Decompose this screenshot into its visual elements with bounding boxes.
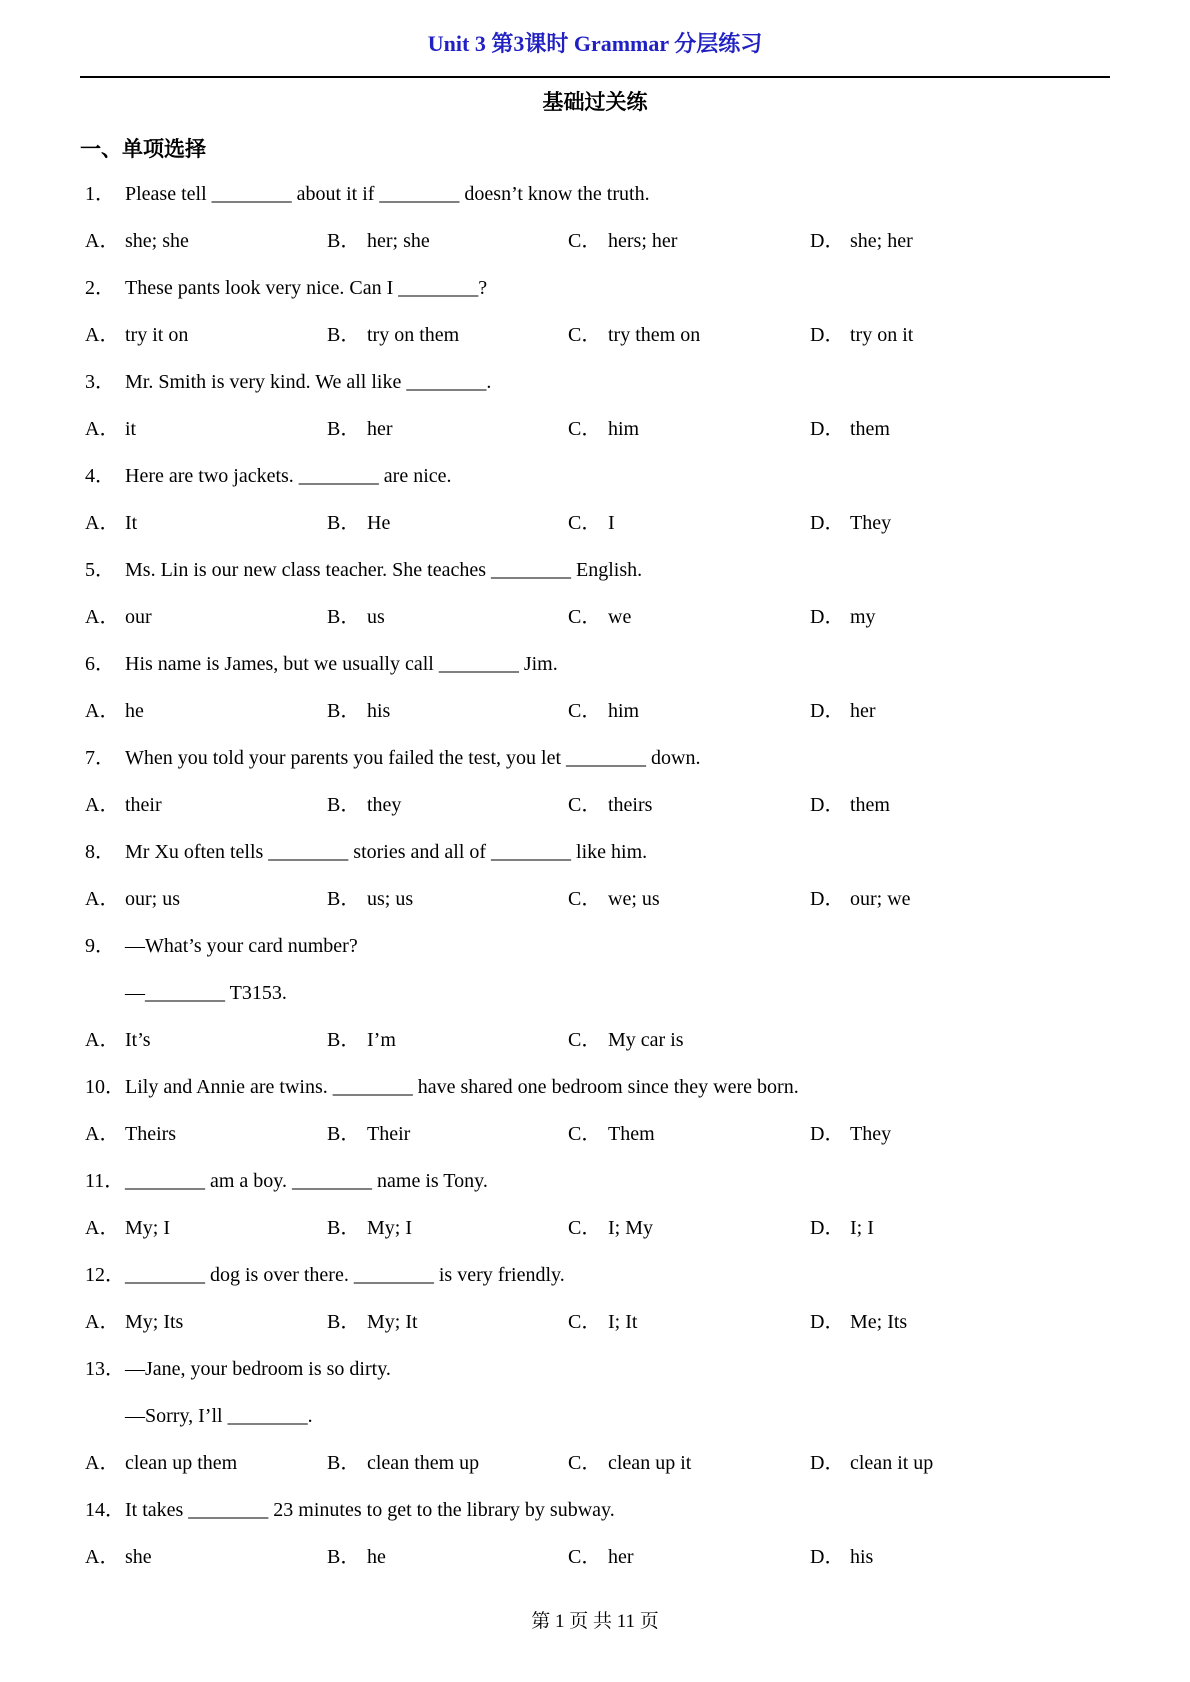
- question-stem-text: These pants look very nice. Can I ________?: [125, 277, 488, 299]
- option-label: D．: [810, 1546, 845, 1568]
- option-label: A．: [85, 1546, 120, 1568]
- option-text: Their: [367, 1123, 411, 1145]
- option-label: B．: [327, 700, 361, 722]
- option-b: [327, 312, 568, 359]
- question-number: 6．: [85, 653, 115, 675]
- option-text: I: [608, 512, 615, 534]
- options-row: [85, 1205, 1170, 1252]
- options-row: [85, 594, 1170, 641]
- option-a: [85, 1440, 327, 1487]
- option-d: [810, 312, 1170, 359]
- question-stem-line-2: [85, 1393, 1170, 1440]
- question-6: [85, 641, 1170, 735]
- options-row: [85, 1299, 1170, 1346]
- option-label: B．: [327, 324, 361, 346]
- option-text: It’s: [125, 1029, 151, 1051]
- option-text: clean them up: [367, 1452, 480, 1474]
- option-text: clean it up: [850, 1452, 934, 1474]
- option-label: A．: [85, 324, 120, 346]
- options-row: [85, 876, 1170, 923]
- question-stem: [85, 265, 1170, 312]
- option-label: D．: [810, 1452, 845, 1474]
- question-7: [85, 735, 1170, 829]
- option-label: D．: [810, 888, 845, 910]
- option-text: I; My: [608, 1217, 653, 1239]
- option-c: [568, 1299, 810, 1346]
- option-a: [85, 594, 327, 641]
- option-text: him: [608, 700, 640, 722]
- option-d: [810, 1299, 1170, 1346]
- option-a: [85, 1111, 327, 1158]
- option-text: it: [125, 418, 137, 440]
- options-row: [85, 688, 1170, 735]
- question-number: 2．: [85, 277, 115, 299]
- option-label: C．: [568, 1452, 602, 1474]
- option-label: A．: [85, 512, 120, 534]
- option-text: her: [608, 1546, 634, 1568]
- option-b: [327, 1534, 568, 1581]
- question-stem: [85, 1158, 1170, 1205]
- option-text: he: [367, 1546, 386, 1568]
- option-label: C．: [568, 888, 602, 910]
- question-stem: [85, 1064, 1170, 1111]
- option-b: [327, 876, 568, 923]
- question-10: [85, 1064, 1170, 1158]
- option-b: [327, 688, 568, 735]
- option-text: her; she: [367, 230, 430, 252]
- option-label: B．: [327, 888, 361, 910]
- question-stem-text: ________ am a boy. ________ name is Tony.: [125, 1170, 488, 1192]
- question-stem-text: Mr Xu often tells ________ stories and all of ________ like him.: [125, 841, 648, 863]
- option-text: My; I: [125, 1217, 170, 1239]
- option-label: B．: [327, 230, 361, 252]
- option-b: [327, 1111, 568, 1158]
- question-number: 7．: [85, 747, 115, 769]
- option-text: him: [608, 418, 640, 440]
- question-number: 3．: [85, 371, 115, 393]
- option-a: [85, 312, 327, 359]
- option-text: we; us: [608, 888, 660, 910]
- option-c: [568, 1205, 810, 1252]
- option-text: we: [608, 606, 632, 628]
- option-d: [810, 500, 1170, 547]
- options-row: [85, 312, 1170, 359]
- option-text: them: [850, 418, 890, 440]
- question-stem: [85, 1487, 1170, 1534]
- question-stem: [85, 735, 1170, 782]
- option-text: our; we: [850, 888, 911, 910]
- page-footer: 第 1 页 共 11 页: [531, 1611, 659, 1632]
- option-label: B．: [327, 1217, 361, 1239]
- option-label: B．: [327, 1123, 361, 1145]
- option-d: [810, 1534, 1170, 1581]
- option-label: B．: [327, 1029, 361, 1051]
- question-2: [85, 265, 1170, 359]
- options-row: [85, 782, 1170, 829]
- question-9: [85, 923, 1170, 1064]
- option-a: [85, 1205, 327, 1252]
- option-c: [568, 1534, 810, 1581]
- option-label: C．: [568, 606, 602, 628]
- question-stem-text: ________ dog is over there. ________ is very friendly.: [125, 1264, 565, 1286]
- option-label: A．: [85, 606, 120, 628]
- option-label: B．: [327, 1311, 361, 1333]
- option-text: My; I: [367, 1217, 412, 1239]
- option-label: C．: [568, 794, 602, 816]
- option-text: us: [367, 606, 385, 628]
- option-b: [327, 1017, 568, 1064]
- option-b: [327, 1205, 568, 1252]
- option-d: [810, 406, 1170, 453]
- question-8: [85, 829, 1170, 923]
- option-label: A．: [85, 1217, 120, 1239]
- option-text: He: [367, 512, 391, 534]
- question-number: 14．: [85, 1499, 125, 1521]
- options-row: [85, 1534, 1170, 1581]
- option-text: she; she: [125, 230, 189, 252]
- question-5: [85, 547, 1170, 641]
- section-heading: 基础过关练: [542, 90, 648, 114]
- option-label: B．: [327, 606, 361, 628]
- option-b: [327, 218, 568, 265]
- question-stem: [85, 829, 1170, 876]
- question-stem-text: When you told your parents you failed the test, you let ________ down.: [125, 747, 701, 769]
- option-d: [810, 1205, 1170, 1252]
- option-a: [85, 500, 327, 547]
- option-text: I’m: [367, 1029, 396, 1051]
- option-text: clean up it: [608, 1452, 692, 1474]
- option-label: C．: [568, 1311, 602, 1333]
- option-label: A．: [85, 700, 120, 722]
- option-label: D．: [810, 230, 845, 252]
- option-label: A．: [85, 1029, 120, 1051]
- option-label: C．: [568, 1217, 602, 1239]
- question-stem-text: —What’s your card number?: [125, 935, 358, 957]
- option-label: C．: [568, 1123, 602, 1145]
- options-row: [85, 1017, 1170, 1064]
- option-c: [568, 594, 810, 641]
- option-text: Me; Its: [850, 1311, 908, 1333]
- option-text: It: [125, 512, 138, 534]
- option-text: My; Its: [125, 1311, 184, 1333]
- option-label: A．: [85, 1452, 120, 1474]
- question-stem-text: Mr. Smith is very kind. We all like ________.: [125, 371, 492, 393]
- option-label: C．: [568, 512, 602, 534]
- question-stem-text: Here are two jackets. ________ are nice.: [125, 465, 452, 487]
- option-a: [85, 1017, 327, 1064]
- question-stem: [85, 359, 1170, 406]
- option-c: [568, 688, 810, 735]
- option-label: A．: [85, 418, 120, 440]
- option-label: B．: [327, 418, 361, 440]
- option-label: B．: [327, 794, 361, 816]
- option-label: B．: [327, 512, 361, 534]
- option-text: our; us: [125, 888, 180, 910]
- option-a: [85, 406, 327, 453]
- option-text: I; It: [608, 1311, 638, 1333]
- option-text: They: [850, 1123, 892, 1145]
- question-14: [85, 1487, 1170, 1581]
- option-text: them: [850, 794, 890, 816]
- option-text: my: [850, 606, 876, 628]
- option-c: [568, 876, 810, 923]
- question-list: [0, 163, 1190, 1581]
- question-stem-text: Please tell ________ about it if ________ doesn’t know the truth.: [125, 183, 650, 205]
- option-b: [327, 594, 568, 641]
- option-text: My car is: [608, 1029, 684, 1051]
- option-label: B．: [327, 1452, 361, 1474]
- option-d: [810, 1440, 1170, 1487]
- option-d: [810, 218, 1170, 265]
- question-number: 12．: [85, 1264, 125, 1286]
- question-stem-text: Ms. Lin is our new class teacher. She teaches ________ English.: [125, 559, 643, 581]
- option-c: [568, 312, 810, 359]
- question-number: 11．: [85, 1170, 125, 1192]
- question-stem: [85, 1346, 1170, 1393]
- option-d: [810, 594, 1170, 641]
- option-text: theirs: [608, 794, 653, 816]
- option-label: A．: [85, 794, 120, 816]
- question-stem: [85, 641, 1170, 688]
- question-stem: [85, 547, 1170, 594]
- question-stem: [85, 171, 1170, 218]
- option-b: [327, 782, 568, 829]
- options-row: [85, 1111, 1170, 1158]
- part-heading: 一、单项选择: [80, 137, 206, 161]
- option-label: C．: [568, 700, 602, 722]
- option-label: A．: [85, 1123, 120, 1145]
- question-number: 1．: [85, 183, 115, 205]
- option-c: [568, 218, 810, 265]
- option-label: D．: [810, 700, 845, 722]
- option-c: [568, 1111, 810, 1158]
- option-text: They: [850, 512, 892, 534]
- option-label: C．: [568, 1029, 602, 1051]
- option-text: My; It: [367, 1311, 418, 1333]
- option-label: C．: [568, 418, 602, 440]
- option-label: A．: [85, 230, 120, 252]
- option-label: A．: [85, 888, 120, 910]
- question-number: 13．: [85, 1358, 125, 1380]
- option-a: [85, 218, 327, 265]
- options-row: [85, 218, 1170, 265]
- option-c: [568, 782, 810, 829]
- option-d: [810, 688, 1170, 735]
- option-text: she; her: [850, 230, 913, 252]
- options-row: [85, 406, 1170, 453]
- option-label: D．: [810, 1123, 845, 1145]
- question-number: 5．: [85, 559, 115, 581]
- option-text: clean up them: [125, 1452, 238, 1474]
- option-label: B．: [327, 1546, 361, 1568]
- option-text: her: [367, 418, 393, 440]
- option-a: [85, 782, 327, 829]
- question-stem: [85, 453, 1170, 500]
- option-label: D．: [810, 1217, 845, 1239]
- question-stem-text: —Sorry, I’ll ________.: [125, 1405, 313, 1427]
- question-number: 4．: [85, 465, 115, 487]
- option-label: D．: [810, 512, 845, 534]
- option-c: [568, 1017, 810, 1064]
- option-label: D．: [810, 794, 845, 816]
- option-a: [85, 876, 327, 923]
- question-number: 9．: [85, 935, 115, 957]
- question-stem-text: Lily and Annie are twins. ________ have shared one bedroom since they were born.: [125, 1076, 799, 1098]
- option-text: us; us: [367, 888, 414, 910]
- option-text: Them: [608, 1123, 655, 1145]
- option-text: he: [125, 700, 144, 722]
- option-label: C．: [568, 1546, 602, 1568]
- option-b: [327, 500, 568, 547]
- option-a: [85, 1299, 327, 1346]
- option-text: they: [367, 794, 402, 816]
- option-text: I; I: [850, 1217, 874, 1239]
- option-c: [568, 500, 810, 547]
- option-label: C．: [568, 324, 602, 346]
- page-title: Unit 3 第3课时 Grammar 分层练习: [427, 31, 763, 56]
- question-stem-line-2: [85, 970, 1170, 1017]
- option-text: his: [367, 700, 391, 722]
- question-12: [85, 1252, 1170, 1346]
- question-stem: [85, 1252, 1170, 1299]
- option-c: [568, 406, 810, 453]
- option-text: try it on: [125, 324, 189, 346]
- option-d: [810, 876, 1170, 923]
- question-stem: [85, 923, 1170, 970]
- question-3: [85, 359, 1170, 453]
- option-label: A．: [85, 1311, 120, 1333]
- options-row: [85, 1440, 1170, 1487]
- question-stem-text: His name is James, but we usually call ________ Jim.: [125, 653, 558, 675]
- option-text: try them on: [608, 324, 701, 346]
- question-1: [85, 171, 1170, 265]
- option-a: [85, 688, 327, 735]
- question-13: [85, 1346, 1170, 1487]
- question-stem-text: —________ T3153.: [125, 982, 287, 1004]
- option-d: [810, 1111, 1170, 1158]
- option-c: [568, 1440, 810, 1487]
- option-text: his: [850, 1546, 874, 1568]
- question-11: [85, 1158, 1170, 1252]
- option-text: she: [125, 1546, 152, 1568]
- question-4: [85, 453, 1170, 547]
- question-stem-text: It takes ________ 23 minutes to get to the library by subway.: [125, 1499, 615, 1521]
- question-number: 10．: [85, 1076, 125, 1098]
- option-a: [85, 1534, 327, 1581]
- option-text: Theirs: [125, 1123, 177, 1145]
- option-d: [810, 782, 1170, 829]
- option-label: C．: [568, 230, 602, 252]
- question-stem-text: —Jane, your bedroom is so dirty.: [125, 1358, 391, 1380]
- option-text: our: [125, 606, 152, 628]
- header-divider: [80, 76, 1110, 78]
- option-text: her: [850, 700, 876, 722]
- options-row: [85, 500, 1170, 547]
- option-label: D．: [810, 1311, 845, 1333]
- option-text: hers; her: [608, 230, 678, 252]
- option-b: [327, 406, 568, 453]
- option-b: [327, 1299, 568, 1346]
- option-b: [327, 1440, 568, 1487]
- option-text: try on them: [367, 324, 460, 346]
- option-label: D．: [810, 418, 845, 440]
- option-text: their: [125, 794, 162, 816]
- option-label: D．: [810, 324, 845, 346]
- question-number: 8．: [85, 841, 115, 863]
- option-label: D．: [810, 606, 845, 628]
- option-text: try on it: [850, 324, 914, 346]
